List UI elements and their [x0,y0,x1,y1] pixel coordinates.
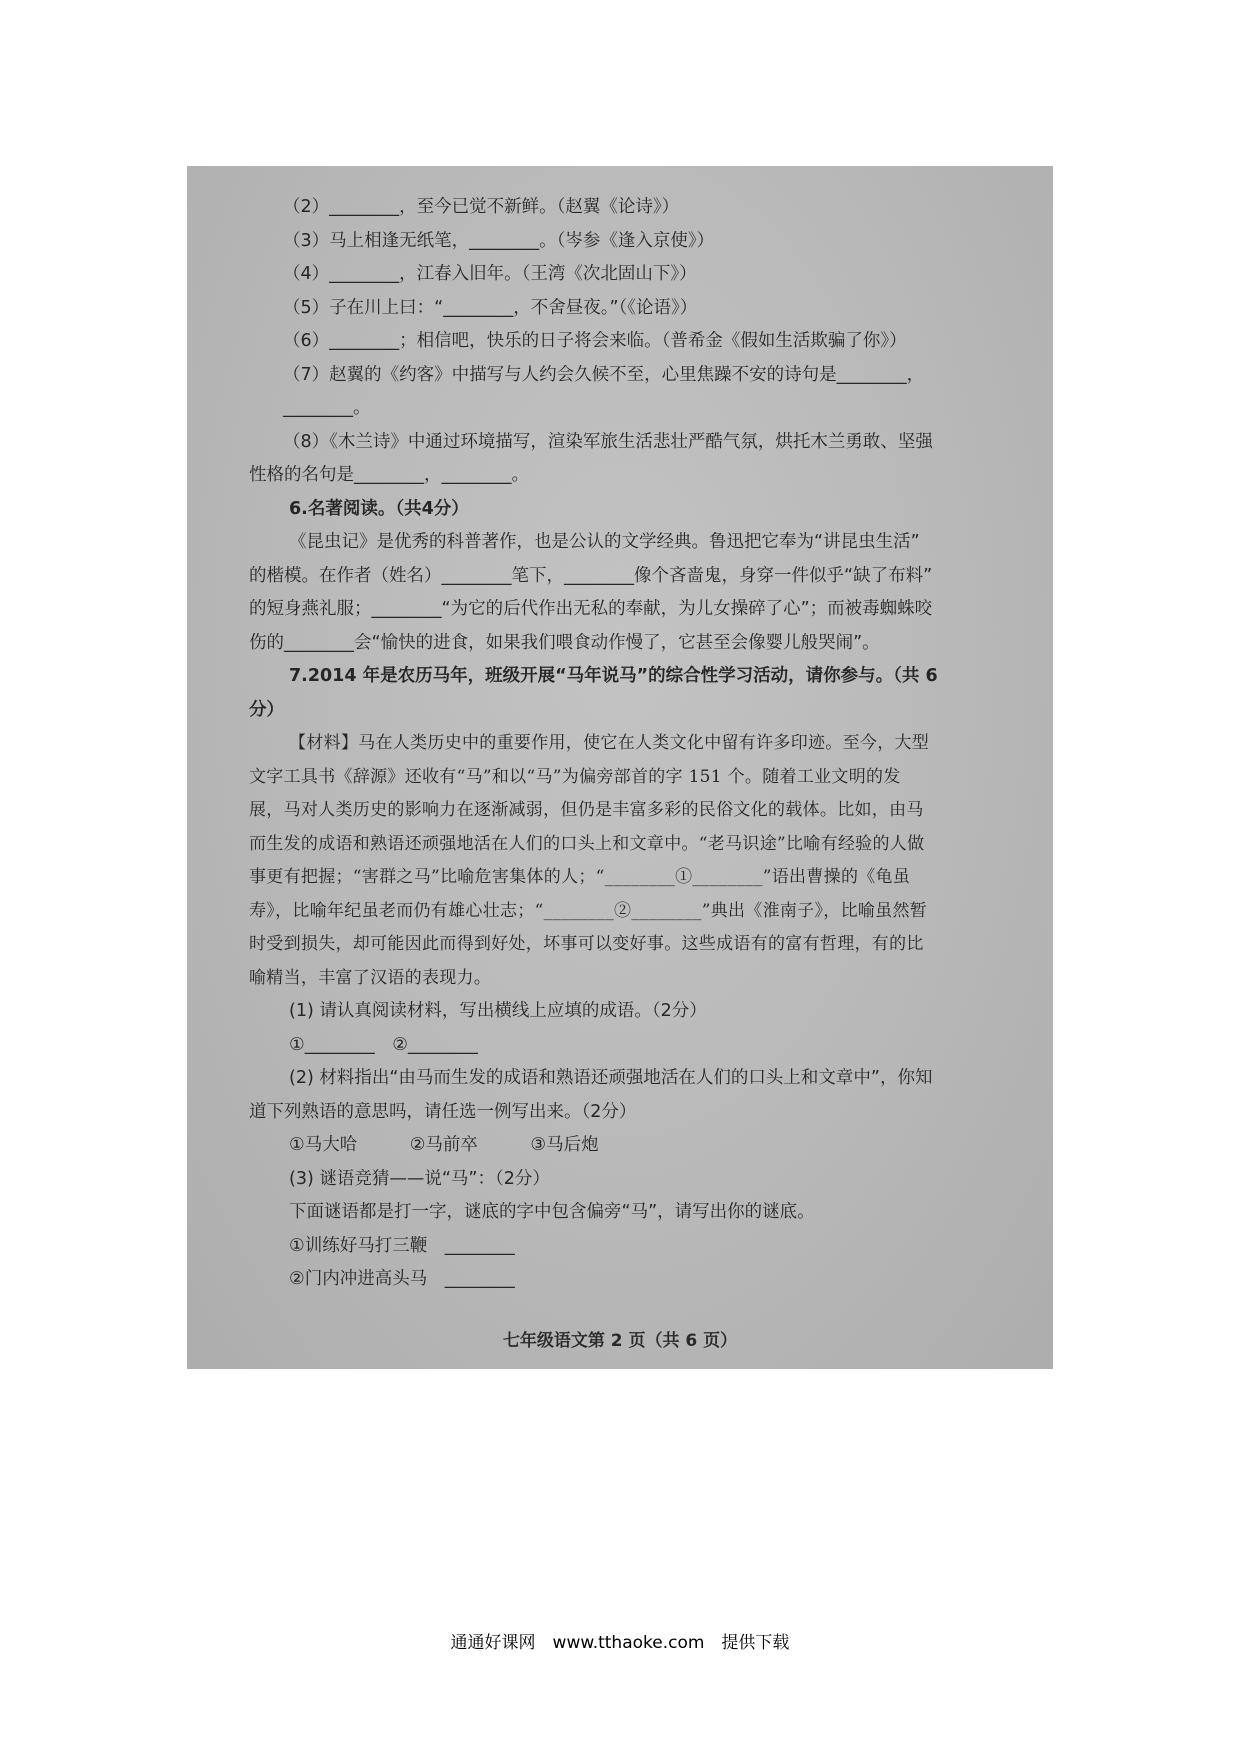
text-line: 【材料】马在人类历史中的重要作用，使它在人类文化中留有许多印迹。至今，大型 [289,733,930,753]
text-line: 伤的________会“愉快的进食，如果我们喂食动作慢了，它甚至会像婴儿般哭闹”。 [249,632,880,653]
text-line: ①训练好马打三鞭 ________ [289,1235,515,1256]
text-line: (2) 材料指出“由马而生发的成语和熟语还顽强地活在人们的口头上和文章中”，你知 [289,1068,933,1088]
page-footer: 七年级语文第 2 页（共 6 页） [502,1331,738,1351]
text-line: 寿》，比喻年纪虽老而仍有雄心壮志；“________②________”典出《淮南子》，比喻虽然暂 [249,900,928,921]
text-line: （8）《木兰诗》中通过环境描写，渲染军旅生活悲壮严酷气氛，烘托木兰勇敢、坚强 [283,431,933,452]
text-line: 时受到损失，却可能因此而得到好处，坏事可以变好事。这些成语有的富有哲理，有的比 [249,934,924,954]
text-line: （2）________，至今已觉不新鲜。（赵翼《论诗》） [283,197,680,217]
text-line: （4）________，江春入旧年。（王湾《次北固山下》） [283,264,697,284]
text-line: ②门内冲进高头马 ________ [289,1269,515,1289]
text-line: 道下列熟语的意思吗，请任选一例写出来。（2分） [249,1101,637,1122]
text-line: 《昆虫记》是优秀的科普著作，也是公认的文学经典。鲁迅把它奉为“讲昆虫生活” [289,532,920,552]
text-line: （3）马上相逢无纸笔，________。（岑参《逢入京使》） [283,230,715,251]
scanned-page [187,166,1053,1369]
text-line: 性格的名句是________，________。 [249,465,529,485]
text-line: 喻精当，丰富了汉语的表现力。 [249,967,492,988]
page-content [249,191,999,1297]
text-line: ________。 [283,398,371,418]
text-line: (3) 谜语竞猜——说“马”：（2分） [289,1168,550,1189]
text-line: (1) 请认真阅读材料，写出横线上应填的成语。（2分） [289,1001,707,1021]
text-line: 的短身燕礼服；________“为它的后代作出无私的奉献，为儿女操碎了心”；而被毒蜘蛛咬 [249,599,933,619]
text-line: 7.2014 年是农历马年，班级开展“马年说马”的综合性学习活动，请你参与。（共 6 [289,666,938,686]
text-line: 6.名著阅读。（共4分） [289,498,469,519]
text-line: ①________ ②________ [289,1034,478,1055]
text-line: 分） [249,699,284,720]
text-line: 事更有把握；“害群之马”比喻危害集体的人；“________①________”语出曹操的《龟虽 [249,867,911,887]
text-line: 展，马对人类历史的影响力在逐渐减弱，但仍是丰富多彩的民俗文化的载体。比如，由马 [249,800,924,820]
text-line: 的楷模。在作者（姓名）________笔下，________像个吝啬鬼，身穿一件似乎“缺了布料” [249,565,933,586]
text-line: （7）赵翼的《约客》中描写与人约会久候不至，心里焦躁不安的诗句是________， [283,364,925,385]
download-watermark: 通通好课网 www.tthaoke.com 提供下载 [450,1633,790,1653]
text-line: （5）子在川上曰：“________，不舍昼夜。”（《论语》） [283,297,698,318]
text-line: 文字工具书《辞源》还收有“马”和以“马”为偏旁部首的字 151 个。随着工业文明的发 [249,766,901,787]
text-line: 而生发的成语和熟语还顽强地活在人们的口头上和文章中。“老马识途”比喻有经验的人做 [249,833,925,854]
text-line: 下面谜语都是打一字，谜底的字中包含偏旁“马”，请写出你的谜底。 [289,1202,815,1222]
text-line: （6）________；相信吧，快乐的日子将会来临。（普希金《假如生活欺骗了你》） [283,331,907,351]
text-line: ①马大哈 ②马前卒 ③马后炮 [289,1135,599,1155]
